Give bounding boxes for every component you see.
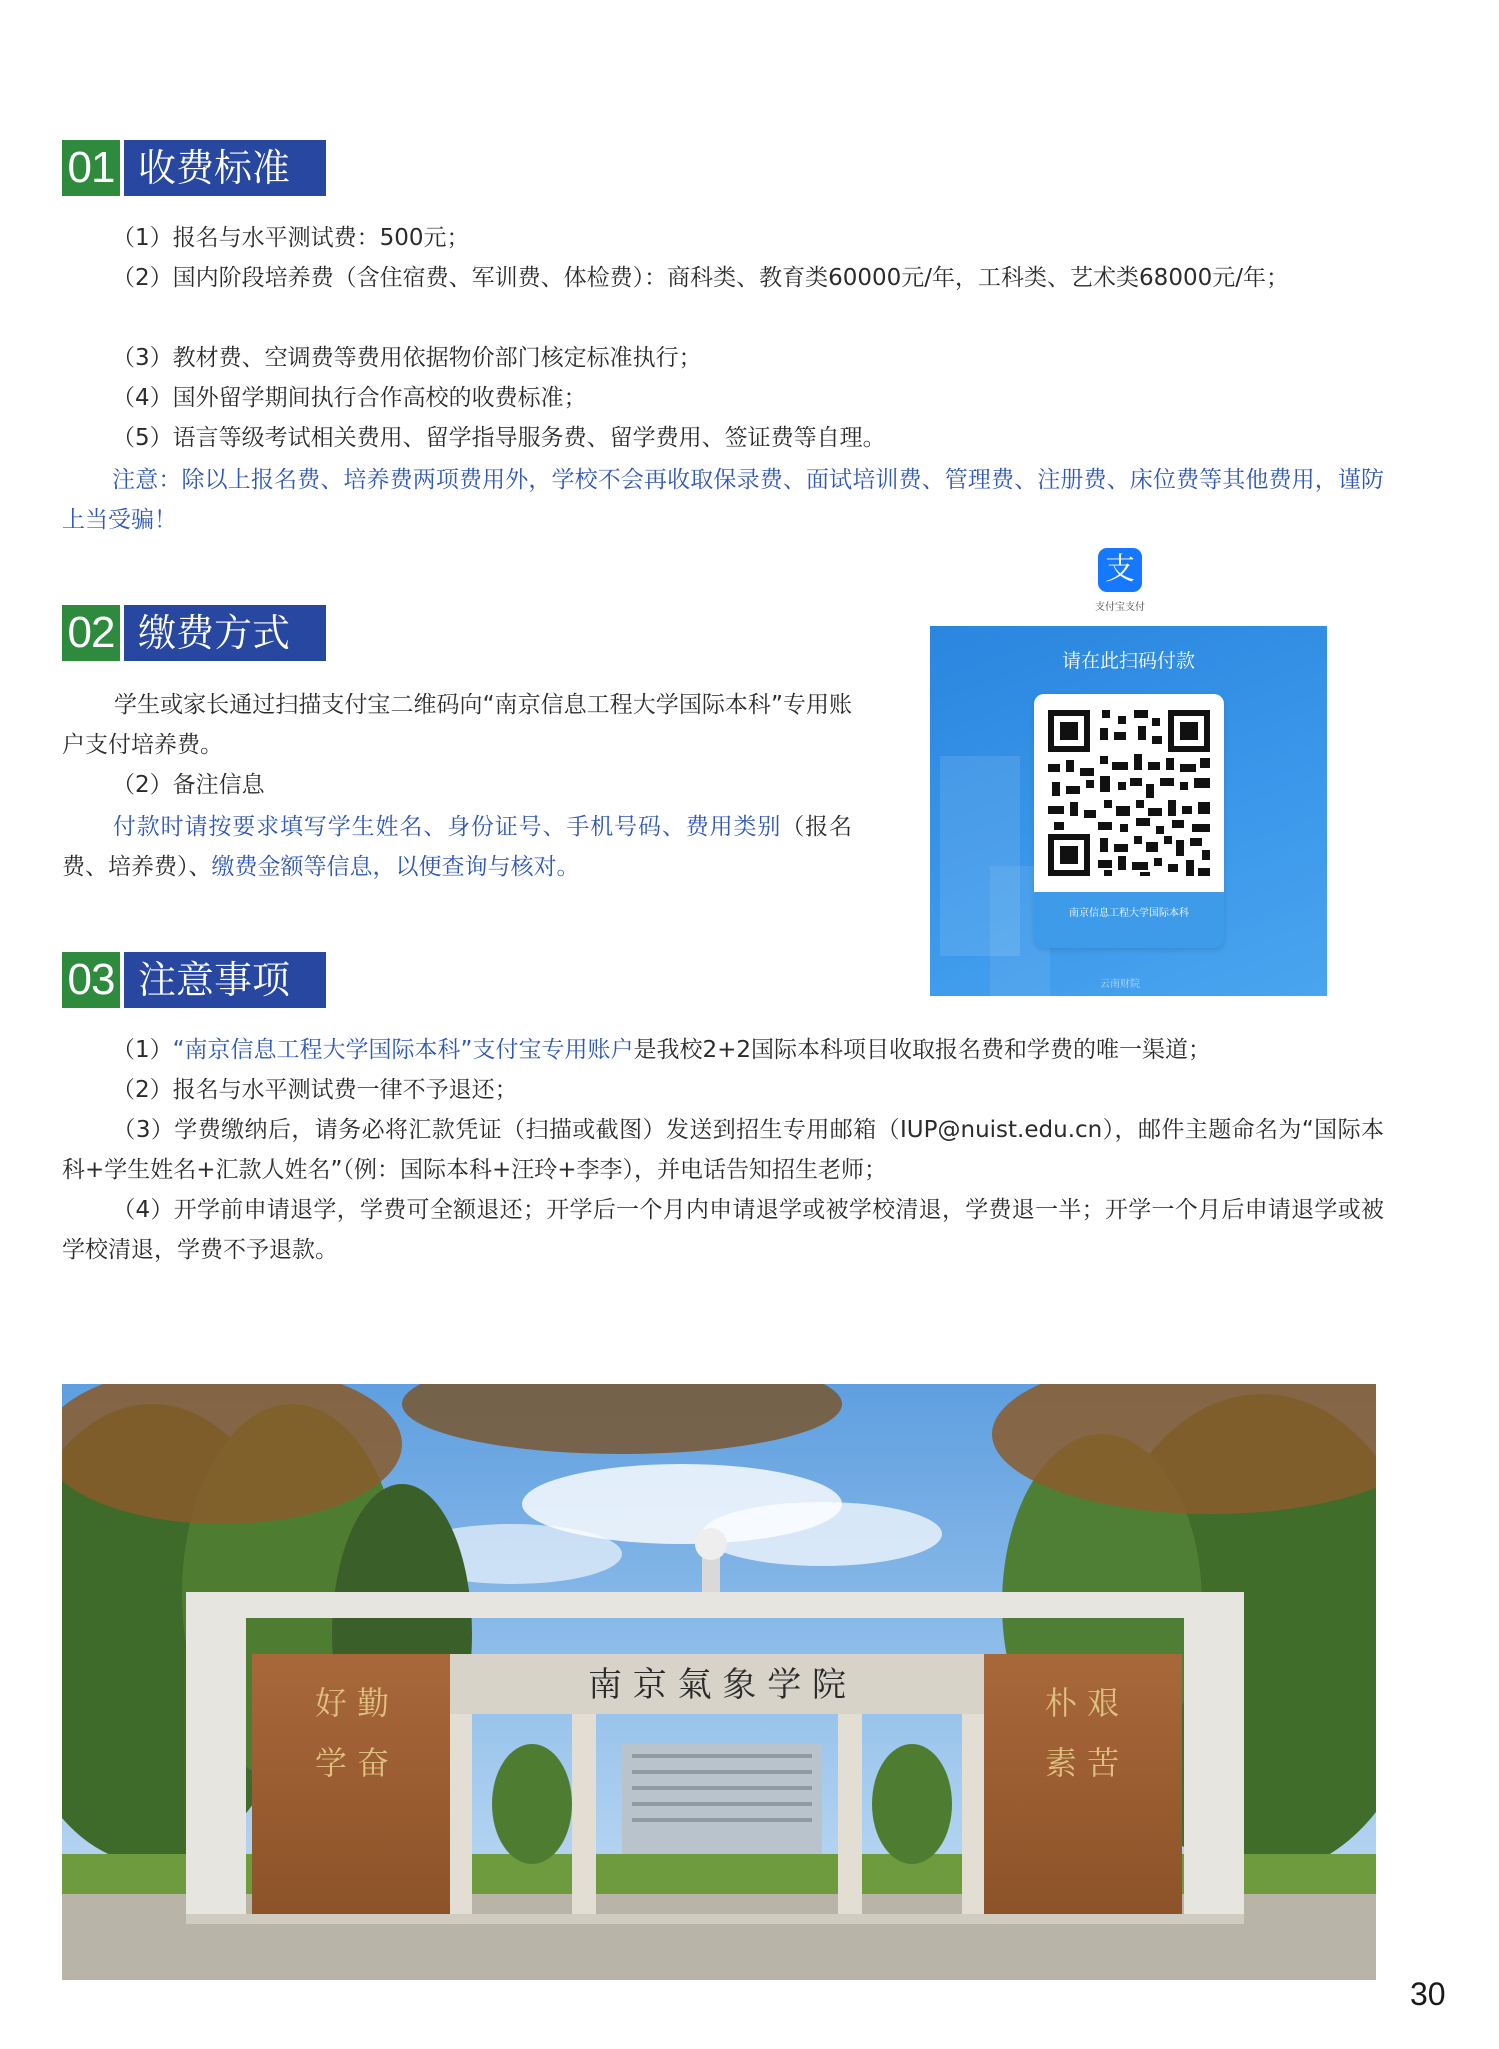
remark-text: 付款时请按要求填写学生姓名、身份证号、手机号码、费用类别（报名费、培养费）、缴费金额等信息，以便查询与核对。 [62,814,853,880]
account-label: 南京信息工程大学国际本科 [1069,908,1189,919]
fee-item: （2）国内阶段培养费（含住宿费、军训费、体检费）：商科类、教育类60000元/年，工科类、艺术类68000元/年； [112,265,1289,291]
section-title: 注意事项 [124,952,326,1008]
gate-left-line2: 学 奋 [314,1744,390,1782]
qr-code[interactable] [1034,694,1224,892]
section-title: 缴费方式 [124,605,326,661]
section-title: 收费标准 [124,140,326,196]
section-heading-02 [62,605,326,661]
notice-item: （3）学费缴纳后，请务必将汇款凭证（扫描或截图）发送到招生专用邮箱（IUP@nuist.edu.cn），邮件主题命名为“国际本科+学生姓名+汇款人姓名”（例：国际本科+汪玲+李李），并电话告知招生老师； [62,1117,1384,1183]
scan-caption: 请在此扫码付款 [1061,650,1195,672]
payment-intro: 学生或家长通过扫描支付宝二维码向“南京信息工程大学国际本科”专用账户支付培养费。 [62,692,852,758]
gate-right-line1: 朴 艰 [1044,1684,1120,1722]
alipay-logo-icon: 支 [1098,548,1142,592]
fee-item: （3）教材费、空调费等费用依据物价部门核定标准执行； [112,345,702,371]
section-number: 03 [62,952,120,1008]
alipay-qr-card [930,626,1327,996]
notice-item: （1）“南京信息工程大学国际本科”支付宝专用账户是我校2+2国际本科项目收取报名费和学费的唯一渠道； [112,1037,1212,1063]
remark-heading: （2）备注信息 [112,772,265,798]
section-number: 02 [62,605,120,661]
section-heading-03 [62,952,326,1008]
fee-item: （4）国外留学期间执行合作高校的收费标准； [112,385,587,411]
campus-gate-photo [62,1384,1376,1980]
section-number: 01 [62,140,120,196]
fee-item: （1）报名与水平测试费：500元； [112,225,470,251]
brand-watermark: 云南财院 [1100,979,1140,990]
page-number: 30 [1410,1976,1446,2012]
qr-panel [1034,694,1224,948]
qr-code-icon [1034,694,1224,892]
fee-note: 注意：除以上报名费、培养费两项费用外，学校不会再收取保录费、面试培训费、管理费、注册费、床位费等其他费用，谨防上当受骗！ [62,467,1384,533]
gate-title: 南 京 氣 象 学 院 [587,1665,847,1705]
alipay-logo-caption: 支付宝支付 [1095,602,1145,613]
fee-item: （5）语言等级考试相关费用、留学指导服务费、留学费用、签证费等自理。 [112,425,886,451]
gate-right-line2: 素 苦 [1044,1744,1120,1782]
gate-left-line1: 好 勤 [314,1684,390,1722]
notice-item: （4）开学前申请退学，学费可全额退还；开学后一个月内申请退学或被学校清退，学费退一半；开学一个月后申请退学或被学校清退，学费不予退款。 [62,1197,1384,1263]
notice-item: （2）报名与水平测试费一律不予退还； [112,1077,518,1103]
section-heading-01 [62,140,326,196]
